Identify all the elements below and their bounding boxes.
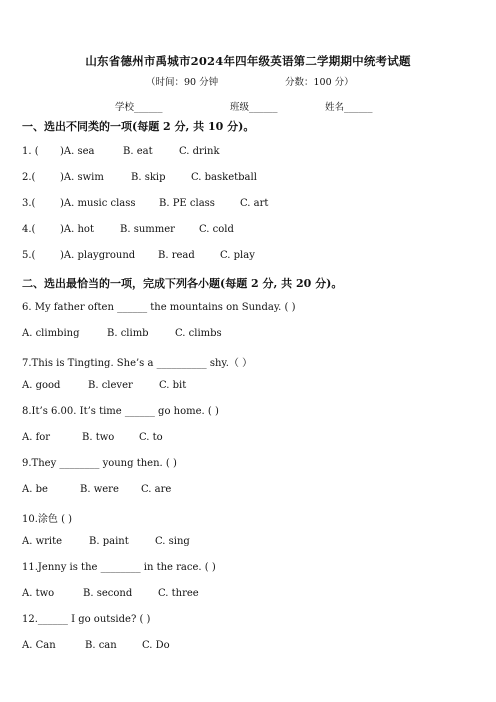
option-c: C. drink	[179, 146, 220, 157]
section-heading-2: 二、选出最恰当的一项，完成下列各小题(每题 2 分, 共 20 分)。	[22, 277, 343, 290]
question-number: 2.(	[22, 172, 36, 183]
question-text: 9.They ________ young then. ( )	[22, 458, 177, 469]
option-a: A. good	[22, 380, 61, 391]
option-c: C. play	[220, 250, 255, 261]
question-text: 8.It’s 6.00. It’s time ______ go home. ( )	[22, 406, 219, 417]
option-b: B. can	[85, 640, 117, 651]
option-b: B. were	[80, 484, 119, 495]
option-c: C. bit	[159, 380, 187, 391]
question-number: 4.(	[22, 224, 36, 235]
option-c: C. basketball	[191, 172, 257, 183]
time-info: （时间：90 分钟	[146, 77, 219, 88]
question-text: 12.______ I go outside? ( )	[22, 614, 151, 625]
option-a: )A. playground	[60, 250, 136, 261]
class-field: 班级______	[230, 102, 278, 113]
option-c: C. sing	[155, 536, 190, 547]
option-c: C. to	[139, 432, 163, 443]
option-a: A. write	[22, 536, 63, 547]
option-b: B. two	[82, 432, 115, 443]
option-b: B. skip	[131, 172, 166, 183]
option-c: C. three	[158, 588, 199, 599]
page-title: 山东省德州市禹城市2024年四年级英语第二学期期中统考试题	[85, 54, 411, 68]
option-a: A. climbing	[22, 328, 80, 339]
question-number: 1. (	[22, 146, 39, 157]
name-field: 姓名______	[325, 102, 373, 113]
question-text: 11.Jenny is the ________ in the race. ( )	[22, 562, 216, 573]
option-c: C. climbs	[175, 328, 222, 339]
question-number: 5.(	[22, 250, 36, 261]
school-field: 学校______	[115, 102, 163, 113]
question-text: 6. My father often ______ the mountains on Sunday. ( )	[22, 302, 296, 313]
score-info: 分数：100 分）	[285, 77, 354, 88]
option-a: )A. swim	[60, 172, 104, 183]
option-b: B. paint	[89, 536, 129, 547]
option-b: B. summer	[120, 224, 175, 235]
option-b: B. clever	[88, 380, 133, 391]
option-c: C. cold	[199, 224, 234, 235]
option-c: C. art	[240, 198, 269, 209]
option-c: C. are	[141, 484, 172, 495]
option-b: B. read	[158, 250, 195, 261]
option-a: A. be	[22, 484, 48, 495]
section-heading-1: 一、选出不同类的一项(每题 2 分, 共 10 分)。	[22, 120, 255, 133]
option-a: )A. music class	[60, 198, 136, 209]
question-text: 7.This is Tingting. She’s a __________ shy.（ ）	[22, 358, 253, 369]
option-a: A. for	[22, 432, 51, 443]
option-b: B. climb	[107, 328, 149, 339]
option-a: )A. sea	[60, 146, 95, 157]
option-a: A. Can	[22, 640, 56, 651]
option-a: )A. hot	[60, 224, 94, 235]
option-c: C. Do	[142, 640, 170, 651]
option-a: A. two	[22, 588, 55, 599]
question-number: 3.(	[22, 198, 36, 209]
option-b: B. PE class	[159, 198, 215, 209]
option-b: B. eat	[123, 146, 153, 157]
question-text: 10.涂色 ( )	[22, 514, 73, 525]
option-b: B. second	[83, 588, 133, 599]
